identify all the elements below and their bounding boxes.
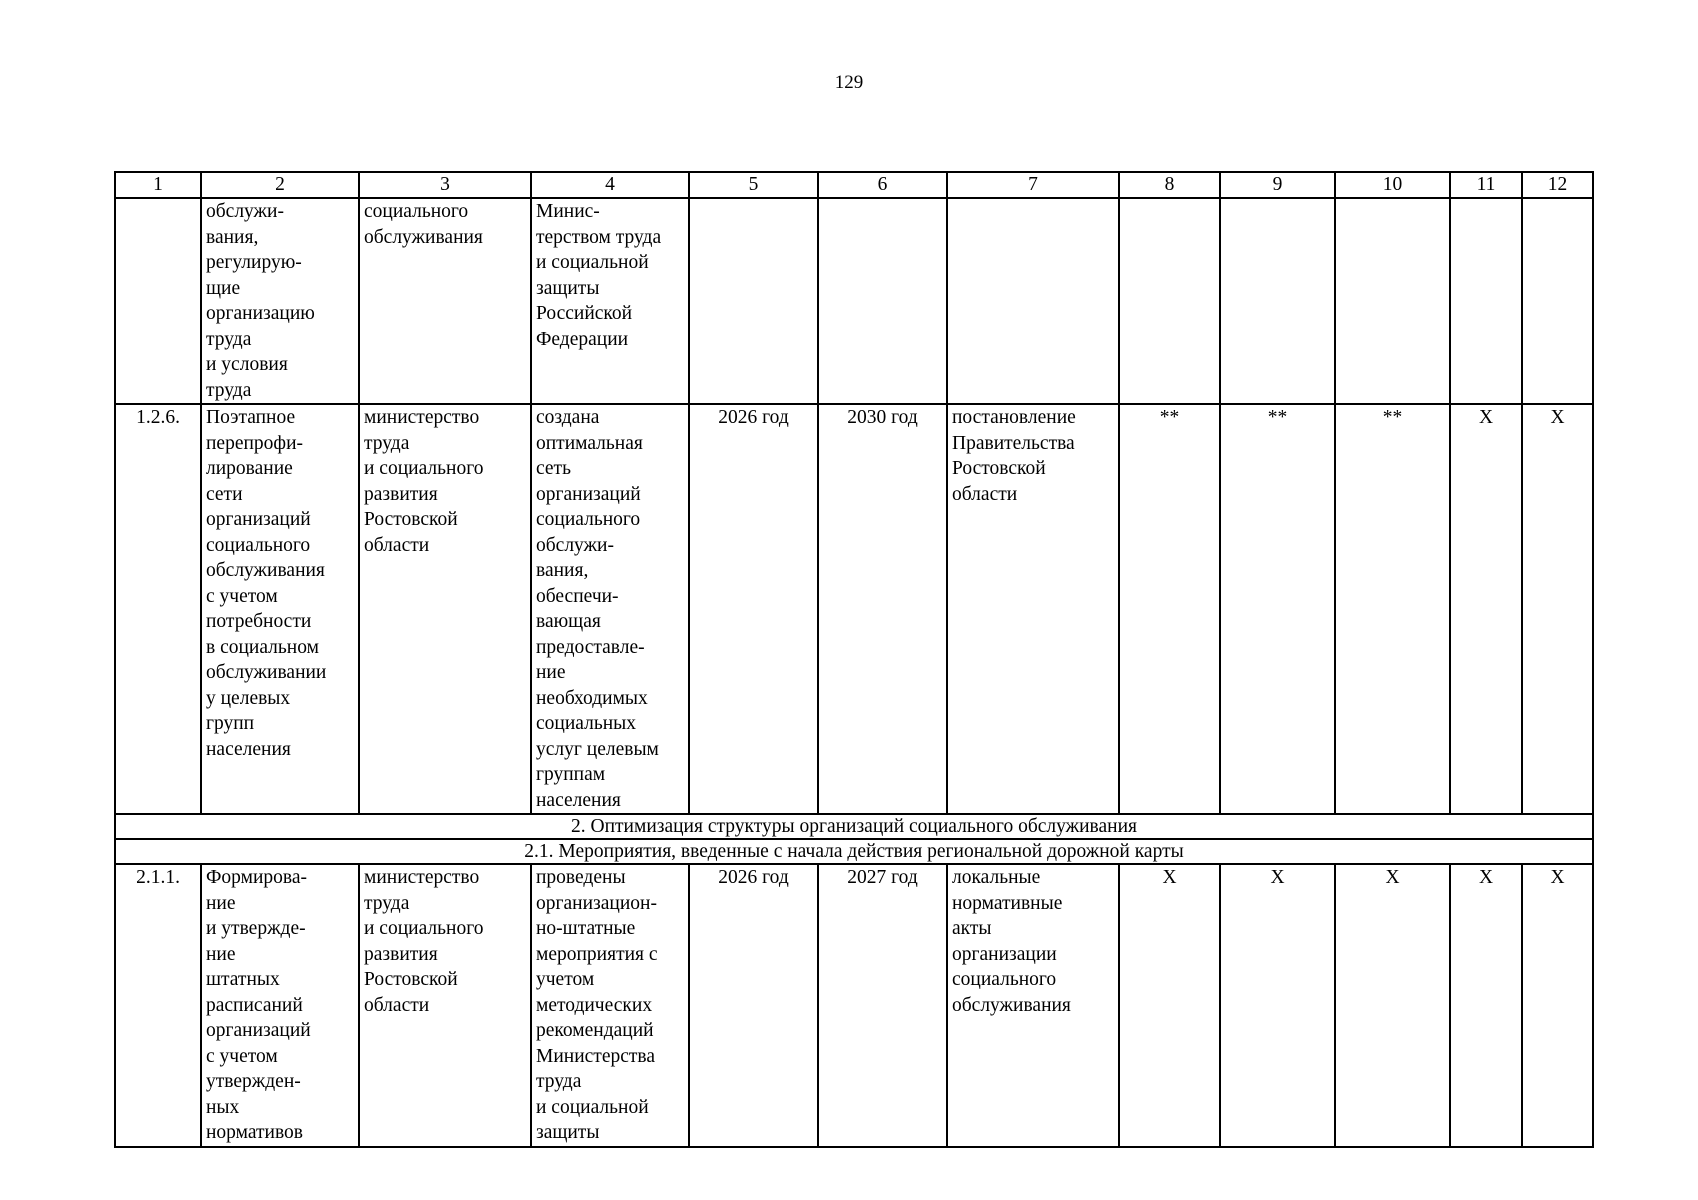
cell-item-number: 2.1.1.	[115, 864, 201, 1147]
cell-measure: Поэтапное перепрофи- лирование сети организаций социального обслуживания с учетом потребности в социальном обслуживании у целевых групп населения	[201, 404, 359, 814]
roadmap-table	[114, 171, 1594, 1148]
cell-col-12: X	[1522, 864, 1593, 1147]
cell-col-8	[1119, 198, 1220, 404]
cell-col-8: X	[1119, 864, 1220, 1147]
cell-item-number	[115, 198, 201, 404]
table-header-row	[115, 172, 1593, 198]
cell-col-10: X	[1335, 864, 1450, 1147]
cell-col-12	[1522, 198, 1593, 404]
column-number-7: 7	[947, 172, 1119, 198]
column-number-3: 3	[359, 172, 531, 198]
column-number-1: 1	[115, 172, 201, 198]
cell-measure: Формирова- ние и утвержде- ние штатных расписаний организаций с учетом утвержден- ных нормативов	[201, 864, 359, 1147]
cell-responsible: министерство труда и социального развития Ростовской области	[359, 404, 531, 814]
cell-start	[689, 198, 818, 404]
column-number-2: 2	[201, 172, 359, 198]
cell-col-9: **	[1220, 404, 1335, 814]
table-row-2-1-1	[115, 864, 1593, 1147]
column-number-5: 5	[689, 172, 818, 198]
column-number-8: 8	[1119, 172, 1220, 198]
table-row-1-2-6	[115, 404, 1593, 814]
cell-col-11: X	[1450, 864, 1522, 1147]
cell-col-11	[1450, 198, 1522, 404]
cell-measure: обслужи- вания, регулирую- щие организацию труда и условия труда	[201, 198, 359, 404]
table-row-continuation	[115, 198, 1593, 404]
cell-col-12: X	[1522, 404, 1593, 814]
section-heading-row	[115, 814, 1593, 839]
cell-result: проведены организацион- но-штатные мероприятия с учетом методических рекомендаций Министерства труда и социальной защиты	[531, 864, 689, 1147]
page-number: 129	[834, 72, 864, 93]
cell-col-9	[1220, 198, 1335, 404]
column-number-12: 12	[1522, 172, 1593, 198]
cell-end	[818, 198, 947, 404]
section-heading: 2. Оптимизация структуры организаций социального обслуживания	[115, 814, 1593, 839]
cell-col-10	[1335, 198, 1450, 404]
cell-start: 2026 год	[689, 864, 818, 1147]
subsection-heading: 2.1. Мероприятия, введенные с начала действия региональной дорожной карты	[115, 839, 1593, 864]
column-number-11: 11	[1450, 172, 1522, 198]
cell-item-number: 1.2.6.	[115, 404, 201, 814]
cell-col-8: **	[1119, 404, 1220, 814]
subsection-heading-row	[115, 839, 1593, 864]
cell-result: Минис- терством труда и социальной защиты Российской Федерации	[531, 198, 689, 404]
cell-responsible: социального обслуживания	[359, 198, 531, 404]
cell-end: 2030 год	[818, 404, 947, 814]
cell-document: постановление Правительства Ростовской области	[947, 404, 1119, 814]
cell-responsible: министерство труда и социального развития Ростовской области	[359, 864, 531, 1147]
cell-col-10: **	[1335, 404, 1450, 814]
cell-col-11: X	[1450, 404, 1522, 814]
cell-col-9: X	[1220, 864, 1335, 1147]
column-number-9: 9	[1220, 172, 1335, 198]
cell-start: 2026 год	[689, 404, 818, 814]
cell-document	[947, 198, 1119, 404]
column-number-6: 6	[818, 172, 947, 198]
cell-document: локальные нормативные акты организации социального обслуживания	[947, 864, 1119, 1147]
cell-end: 2027 год	[818, 864, 947, 1147]
column-number-10: 10	[1335, 172, 1450, 198]
cell-result: создана оптимальная сеть организаций социального обслужи- вания, обеспечи- вающая предоставле- ние необходимых социальных услуг целевым группам населения	[531, 404, 689, 814]
column-number-4: 4	[531, 172, 689, 198]
